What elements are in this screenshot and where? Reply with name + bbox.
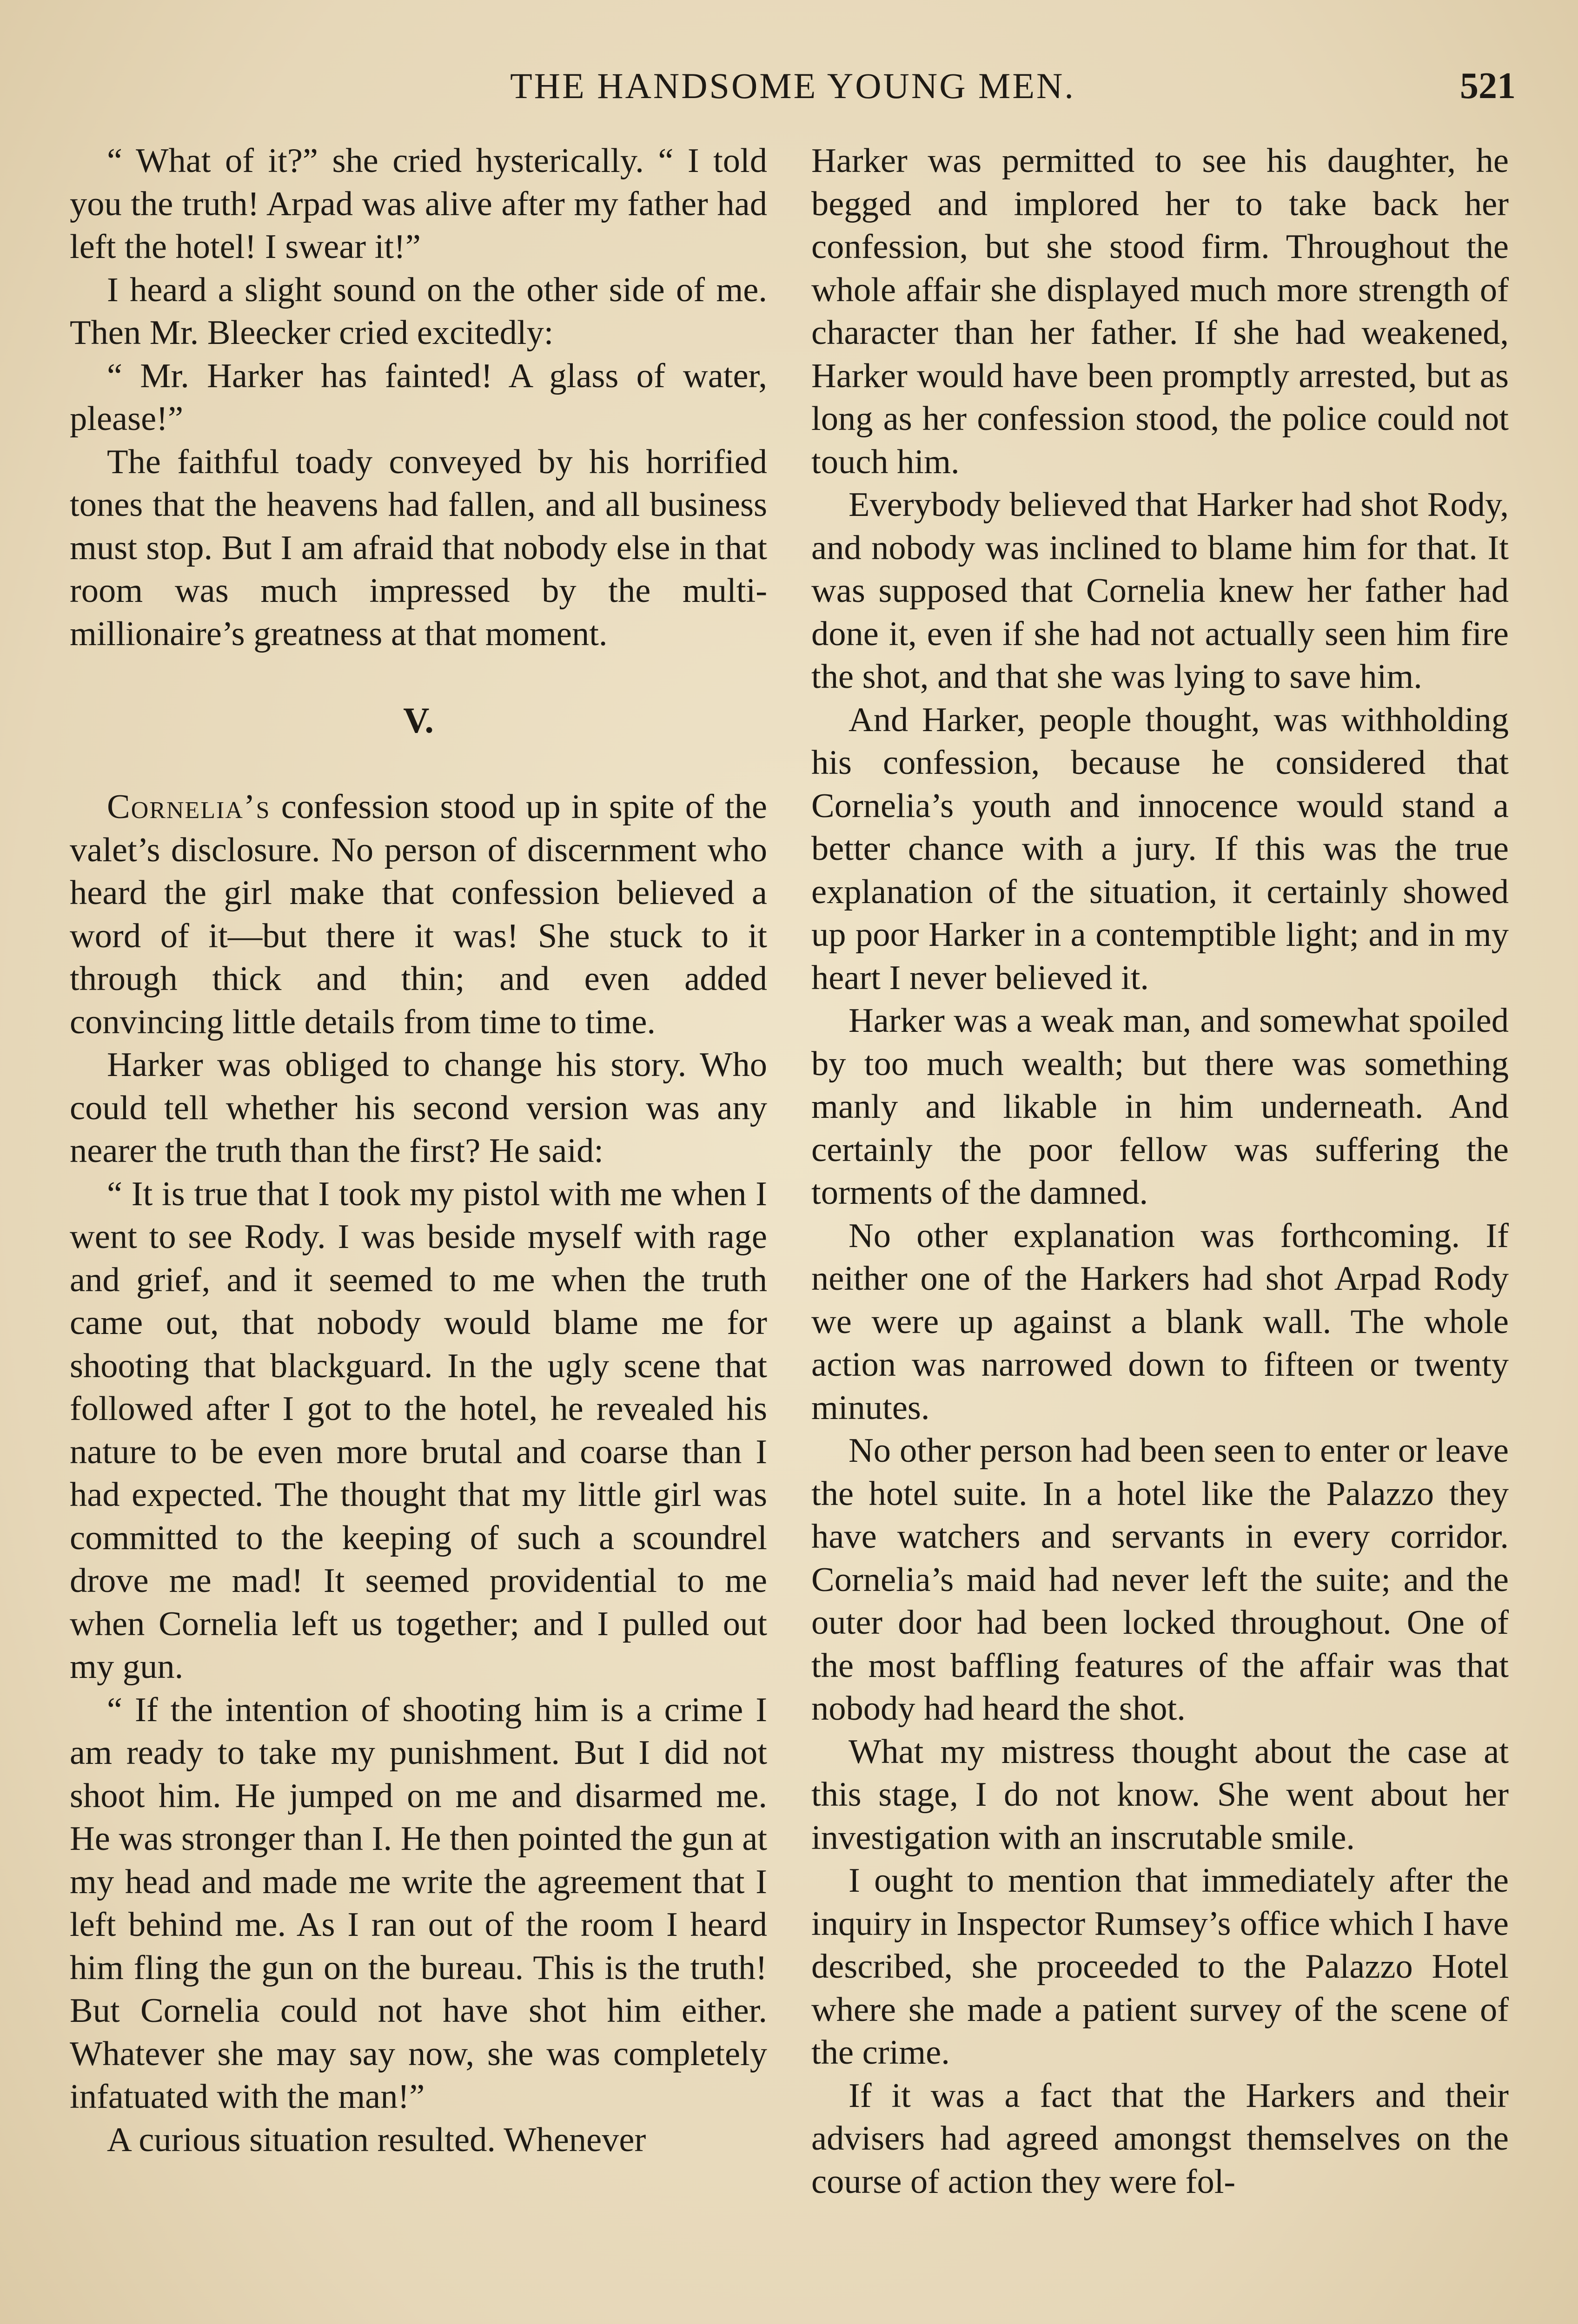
paragraph: Harker was obliged to change his story. Who could tell whether his second version was any nearer the truth than the first? He said: <box>70 1046 767 1170</box>
paragraph: If it was a fact that the Harkers and their advisers had agreed amongst themselves on the course of action they were fol- <box>811 2076 1509 2201</box>
paragraph: “ It is true that I took my pistol with me when I went to see Rody. I was beside myself with rage and grief, and it seemed to me when the truth came out, that nobody would blame me for shooting that blackguard. In the ugly scene that followed after I got to the hotel, he revealed his nature to be even more brutal and coarse than I had expected. The thought that my little girl was committed to the keeping of such a scoundrel drove me mad! It seemed providential to me when Cornelia left us together; and I pulled out my gun. <box>70 1175 767 1686</box>
paragraph: No other explanation was forthcoming. If neither one of the Harkers had shot Arpad Rody we were up against a blank wall. The whole action was narrowed down to fifteen or twenty minutes. <box>811 1216 1509 1427</box>
paragraph: I heard a slight sound on the other side of me. Then Mr. Bleecker cried excitedly: <box>70 271 767 352</box>
paragraph: What my mistress thought about the case at this stage, I do not know. She went about her investigation with an inscrutable smile. <box>811 1732 1509 1857</box>
paragraph: Harker was permitted to see his daughter, he begged and implored her to take back her confession, but she stood firm. Throughout the whole affair she displayed much more strength of character than her father. If she had weakened, Harker would have been promptly arrested, but as long as her confession stood, the police could not touch him. <box>811 142 1509 481</box>
paragraph: Everybody believed that Harker had shot Rody, and nobody was inclined to blame him for that. It was supposed that Cornelia knew her father had done it, even if she had not actually seen him fire the shot, and that she was lying to save him. <box>811 486 1509 696</box>
running-header <box>70 60 1516 112</box>
right-column <box>811 139 1509 2324</box>
paragraph <box>70 786 767 1043</box>
running-title: THE HANDSOME YOUNG MEN. <box>510 66 1075 106</box>
paragraph-text: confession stood up in spite of the valet’s disclosure. No person of discernment who heard the girl make that confession believed a word of it—but there it was! She stuck to it through thick and thin; and even added convincing little details from time to time. <box>70 788 767 1041</box>
paragraph: “ Mr. Harker has fainted! A glass of water, please!” <box>70 357 767 438</box>
paragraph: The faithful toady conveyed by his horrified tones that the heavens had fallen, and all business must stop. But I am afraid that nobody else in that room was much impressed by the multi-millionaire’s greatness at that moment. <box>70 442 767 653</box>
paragraph: A curious situation resulted. Whenever <box>107 2120 646 2159</box>
paragraph: And Harker, people thought, was withholding his confession, because he considered that Cornelia’s youth and innocence would stand a better chance with a jury. If this was the true explanation of the situation, it certainly showed up poor Harker in a contemptible light; and in my heart I never believed it. <box>811 700 1509 997</box>
paragraph: No other person had been seen to enter or leave the hotel suite. In a hotel like the Palazzo they have watchers and servants in every corridor. Cornelia’s maid had never left the suite; and the outer door had been locked throughout. One of the most baffling features of the affair was that nobody had heard the shot. <box>811 1432 1509 1728</box>
paragraph: “ If the intention of shooting him is a crime I am ready to take my punishment. But I did not shoot him. He jumped on me and disarmed me. He was stronger than I. He then pointed the gun at my head and made me write the agreement that I left behind me. As I ran out of the room I heard him fling the gun on the bureau. This is the truth! But Cornelia could not have shot him either. Whatever she may say now, she was completely infatuated with the man!” <box>70 1690 767 2116</box>
left-column <box>70 139 767 2324</box>
paragraph: “ What of it?” she cried hysterically. “ I told you the truth! Arpad was alive after my father had left the hotel! I swear it!” <box>70 142 767 266</box>
paragraph: Harker was a weak man, and somewhat spoiled by too much wealth; but there was something manly and likable in him underneath. And certainly the poor fellow was suffering the torments of the damned. <box>811 1002 1509 1212</box>
page-number: 521 <box>1460 66 1516 106</box>
drop-lead-word: Cornelia’s <box>107 788 271 826</box>
section-heading: V. <box>403 700 434 740</box>
paragraph: I ought to mention that immediately after the inquiry in Inspector Rumsey’s office which I have described, she proceeded to the Palazzo Hotel where she made a patient survey of the scene of the crime. <box>811 1862 1509 2072</box>
